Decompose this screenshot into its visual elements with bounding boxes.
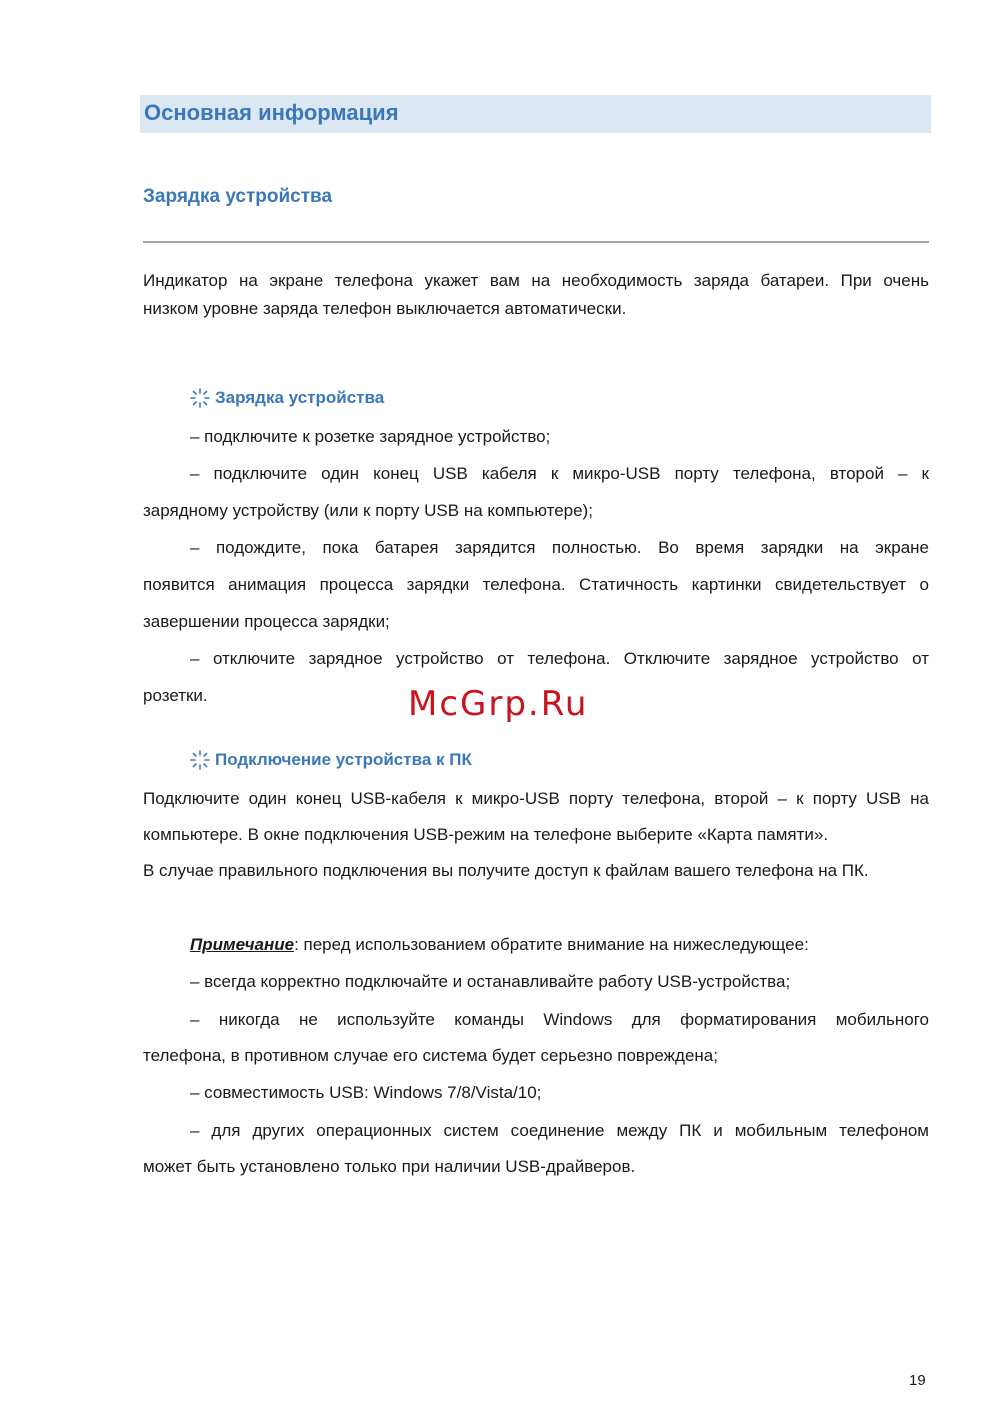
charging-line-5: появится анимация процесса зарядки телефона. Статичность картинки свидетельствует о [143, 575, 929, 594]
charging-line-7: – отключите зарядное устройство от телефона. Отключите зарядное устройство от [190, 649, 929, 668]
charging-line-3: зарядному устройству (или к порту USB на компьютере); [143, 501, 593, 520]
note-intro [190, 931, 929, 959]
sparkle-icon [190, 750, 210, 770]
note-line-4: – совместимость USB: Windows 7/8/Vista/10; [190, 1083, 542, 1102]
charging-heading [190, 388, 384, 408]
charging-line-8: розетки. [143, 686, 208, 705]
sparkle-icon [190, 388, 210, 408]
charging-line-2: – подключите один конец USB кабеля к микро-USB порту телефона, второй – к [190, 464, 929, 483]
pc-line-3: В случае правильного подключения вы получите доступ к файлам вашего телефона на ПК. [143, 861, 869, 880]
page-number: 19 [909, 1372, 926, 1389]
charging-line-6: завершении процесса зарядки; [143, 612, 390, 631]
intro-line-2: низком уровне заряда телефон выключается автоматически. [143, 299, 627, 318]
note-line-1: – всегда корректно подключайте и останавливайте работу USB-устройства; [190, 972, 791, 991]
divider-rule [143, 241, 929, 243]
section-title: Основная информация [144, 100, 399, 125]
note-line-3: телефона, в противном случае его система будет серьезно повреждена; [143, 1046, 718, 1065]
pc-line-1: Подключите один конец USB-кабеля к микро-USB порту телефона, второй – к порту USB на [143, 789, 929, 808]
subheading-charging: Зарядка устройства [143, 186, 333, 207]
charging-line-1: – подключите к розетке зарядное устройство; [190, 427, 551, 446]
watermark: McGrp.Ru [408, 684, 589, 724]
note-line-6: может быть установлено только при наличии USB-драйверов. [143, 1157, 636, 1176]
note-intro-text: : перед использованием обратите внимание на нижеследующее: [294, 935, 809, 954]
section-banner [140, 95, 931, 133]
charging-heading-text: Зарядка устройства [215, 388, 385, 407]
charging-line-4: – подождите, пока батарея зарядится полностью. Во время зарядки на экране [190, 538, 929, 557]
pc-line-2: компьютере. В окне подключения USB-режим на телефоне выберите «Карта памяти». [143, 825, 829, 844]
intro-line-1: Индикатор на экране телефона укажет вам на необходимость заряда батареи. При очень [143, 271, 929, 290]
note-line-5: – для других операционных систем соединение между ПК и мобильным телефоном [190, 1121, 929, 1140]
note-line-2: – никогда не используйте команды Windows для форматирования мобильного [190, 1010, 929, 1029]
note-label: Примечание [190, 935, 295, 954]
pc-connection-heading-text: Подключение устройства к ПК [215, 750, 472, 769]
pc-connection-heading [190, 750, 472, 770]
